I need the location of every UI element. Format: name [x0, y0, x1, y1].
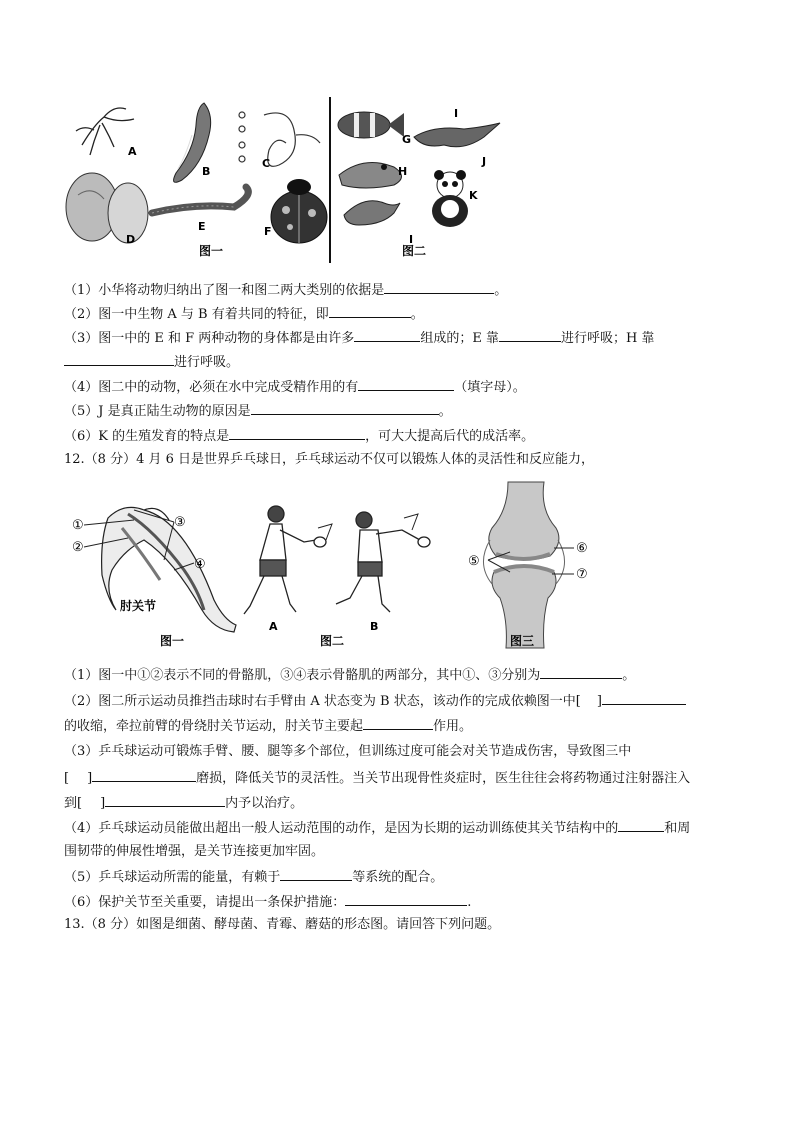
q11-3-line2 [64, 352, 239, 372]
joint-drawing [483, 482, 564, 648]
q11-1-suffix: 。 [494, 283, 508, 298]
q12-1-blank [540, 665, 622, 679]
animal-c-drawing [239, 112, 320, 166]
q12-6-text: （6）保护关节至关重要，请提出一条保护措施： [64, 895, 346, 910]
q11-4-text: （4）图二中的动物，必须在水中完成受精作用的有 [64, 380, 359, 395]
player-b-drawing [336, 512, 430, 612]
label-g: G [402, 133, 412, 146]
q13-title: 13.（8 分）如图是细菌、酵母菌、青霉、蘑菇的形态图。请回答下列问题。 [64, 917, 501, 932]
q11-3-mid1: 组成的；E 靠 [420, 331, 499, 346]
q11-5-text: （5）J 是真正陆生动物的原因是 [64, 404, 251, 419]
q12-1-suffix: 。 [622, 668, 636, 683]
q12-6-blank [345, 892, 467, 906]
animal-f-drawing [271, 179, 327, 243]
q12-3: （3）乒乓球运动可锻炼手臂、腰、腿等多个部位，但训练过度可能会对关节造成伤害，导致图三中 [64, 744, 632, 759]
fig2-caption-2: 图二 [320, 634, 345, 648]
q12-3-line2 [64, 768, 690, 788]
figure1-left-caption: 图一 [199, 244, 224, 258]
q11-3-line2-suffix: 进行呼吸。 [174, 355, 240, 370]
marker-7: ⑦ [576, 567, 588, 582]
fig2-caption-1: 图一 [160, 634, 185, 648]
label-d: D [126, 233, 136, 246]
q11-6-suffix: ，可大大提高后代的成活率。 [365, 429, 535, 444]
q11-4-blank [358, 377, 454, 391]
q12-3-line3 [64, 793, 303, 813]
label-c: C [262, 157, 271, 170]
q11-3-blank1 [354, 328, 420, 342]
q12-2-blank2 [363, 716, 433, 730]
label-a: A [128, 145, 137, 158]
q12-2-blank1 [602, 691, 686, 705]
q12-3-close: ] [87, 771, 93, 786]
q12-title: 12.（8 分）4 月 6 日是世界乒乓球日，乒乓球运动不仅可以锻炼人体的灵活性和反应能力， [64, 452, 595, 467]
q11-5 [64, 401, 452, 421]
q12-3-line3-open: 到[ [64, 796, 83, 811]
animal-g-drawing [338, 112, 404, 138]
q12-6-suffix: . [467, 895, 472, 910]
player-a-drawing [244, 506, 326, 614]
q11-2-blank [329, 304, 411, 318]
q11-3 [64, 328, 654, 348]
q11-5-suffix: 。 [438, 404, 452, 419]
q11-6-blank [229, 426, 365, 440]
animal-k-drawing [432, 170, 468, 227]
fig2-caption-3: 图三 [510, 634, 535, 648]
q12-2 [64, 691, 686, 711]
label-h: H [398, 165, 408, 178]
q11-4-suffix: （填字母）。 [454, 380, 526, 395]
q11-1-text: （1）小华将动物归纳出了图一和图二两大类别的依据是 [64, 283, 385, 298]
q11-3-text: （3）图一中的 E 和 F 两种动物的身体都是由许多 [64, 331, 355, 346]
pose-b-label: B [370, 620, 379, 633]
q12-3-blank1 [92, 768, 196, 782]
label-e: E [198, 220, 206, 233]
label-j: J [482, 155, 487, 168]
pose-a-label: A [269, 620, 278, 633]
marker-6: ⑥ [576, 541, 588, 556]
q11-3-blank3 [64, 352, 174, 366]
animal-j-drawing [414, 123, 500, 147]
marker-2: ② [72, 540, 84, 555]
q11-2 [64, 304, 424, 324]
figure1-right-caption: 图二 [402, 244, 427, 258]
label-i-top: I [454, 107, 459, 120]
animal-a-drawing [76, 108, 134, 155]
q11-1 [64, 280, 507, 300]
q12-4-suffix: 和周 [664, 821, 691, 836]
label-k: K [469, 189, 478, 202]
animal-d-drawing [66, 173, 148, 243]
q12-4-line2: 围韧带的伸展性增强，是关节连接更加牢固。 [64, 844, 325, 859]
sport-figure [64, 480, 604, 652]
animal-e-drawing [152, 187, 248, 213]
q12-5 [64, 867, 443, 887]
q12-6 [64, 892, 471, 912]
q12-1-text: （1）图一中①②表示不同的骨骼肌，③④表示骨骼肌的两部分，其中①、③分别为 [64, 668, 541, 683]
marker-3: ③ [174, 515, 186, 530]
q12-1 [64, 665, 635, 685]
label-i: I [409, 233, 414, 246]
q12-3-mid: 磨损，降低关节的灵活性。当关节出现骨性炎症时，医生往往会将药物通过注射器注入 [196, 771, 691, 786]
animal-i-drawing [344, 201, 400, 225]
q12-4-text: （4）乒乓球运动员能做出超出一般人运动范围的动作，是因为长期的运动训练使其关节结构中的 [64, 821, 619, 836]
q12-2-line2-suffix: 作用。 [433, 719, 473, 734]
q12-5-blank [280, 867, 352, 881]
q12-4-blank [618, 818, 664, 832]
q12-3-open: [ [64, 771, 70, 786]
arm-muscle-drawing [102, 507, 236, 632]
animal-h-drawing [339, 163, 402, 189]
q11-1-blank [384, 280, 494, 294]
q12-2-bracket: ] [596, 694, 602, 709]
q12-2-line2 [64, 716, 472, 736]
q12-5-text: （5）乒乓球运动所需的能量，有赖于 [64, 870, 281, 885]
q12-3-line3-close: ] [100, 796, 106, 811]
label-f: F [264, 225, 272, 238]
ball-path-b [404, 514, 418, 530]
label-b: B [202, 165, 211, 178]
marker-4: ④ [194, 557, 206, 572]
q12-2-line2-text: 的收缩，牵拉前臂的骨绕肘关节运动，肘关节主要起 [64, 719, 364, 734]
q12-5-suffix: 等系统的配合。 [352, 870, 444, 885]
q11-5-blank [251, 401, 439, 415]
q11-2-suffix: 。 [410, 307, 424, 322]
q11-6-text: （6）K 的生殖发育的特点是 [64, 429, 230, 444]
q11-6 [64, 426, 534, 446]
marker-1: ① [72, 518, 84, 533]
q12-4 [64, 818, 690, 838]
q11-4 [64, 377, 526, 397]
q11-3-mid2: 进行呼吸；H 靠 [560, 331, 655, 346]
q12-3-line3-suffix: 内予以治疗。 [225, 796, 304, 811]
q11-3-blank2 [499, 328, 561, 342]
animal-figure [64, 95, 504, 265]
q12-2-text: （2）图二所示运动员推挡击球时右手臂由 A 状态变为 B 状态，该动作的完成依赖图一中[ [64, 694, 581, 709]
elbow-label: 肘关节 [120, 599, 157, 613]
q11-2-text: （2）图一中生物 A 与 B 有着共同的特征，即 [64, 307, 329, 322]
q12-3-blank2 [105, 793, 225, 807]
marker-5: ⑤ [468, 554, 480, 569]
